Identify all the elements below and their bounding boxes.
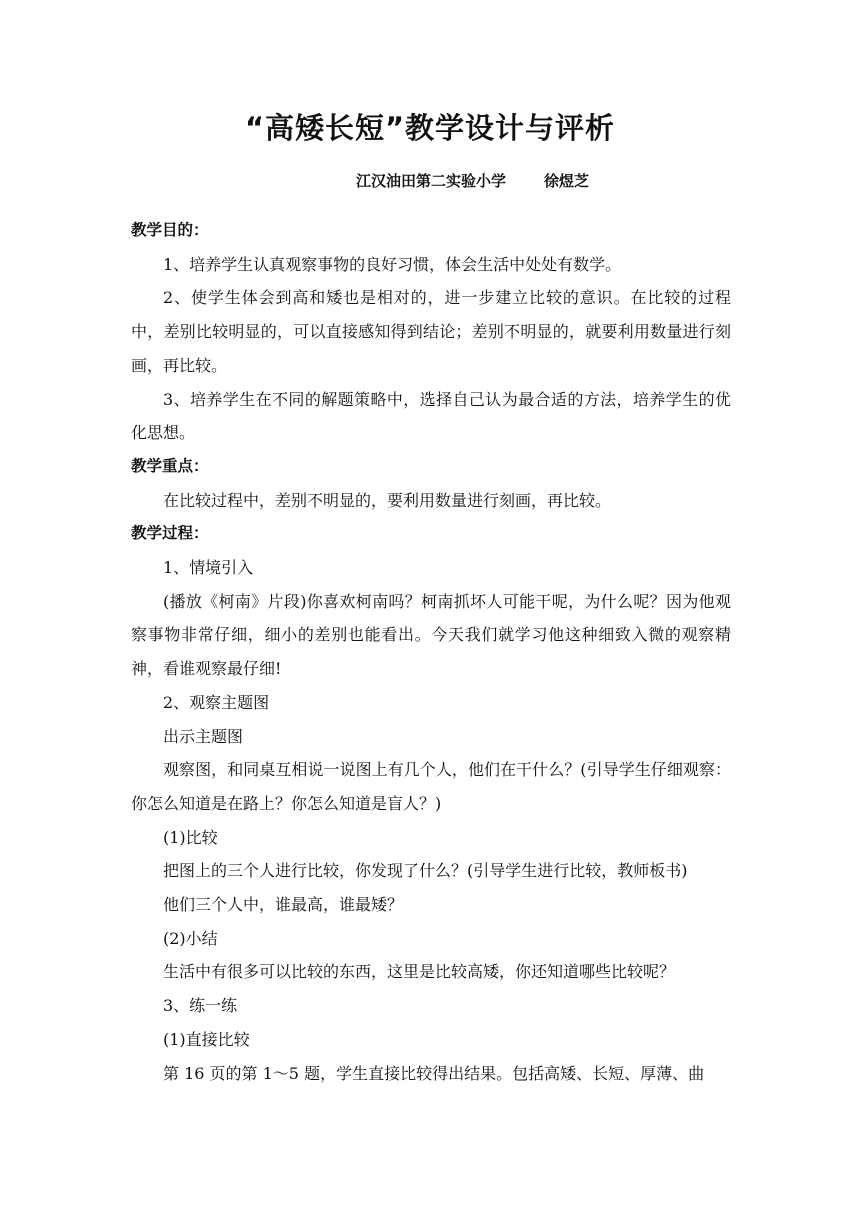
step1-text: (播放《柯南》片段)你喜欢柯南吗？柯南抓坏人可能干呢，为什么呢？因为他观察事物非常仔细，细小的差别也能看出。今天我们就学习他这种细致入微的观察精神，看谁观察最仔细! [131,591,731,679]
author-name: 徐煜芝 [544,172,590,190]
focus-heading: 教学重点： [131,456,209,475]
step1-title: 1、情境引入 [163,558,254,578]
step3-sub-title: (1)直接比较 [163,1029,250,1049]
step2-title: 2、观察主题图 [163,692,270,712]
step2-show: 出示主题图 [163,726,244,746]
sub2-title: (2)小结 [163,928,218,948]
document-title: “高矮长短”教学设计与评析 [244,111,616,145]
sub1-line2: 他们三个人中，谁最高，谁最矮？ [163,895,404,915]
step3-text: 第 16 页的第 1～5 题，学生直接比较得出结果。包括高矮、长短、厚薄、曲 [163,1063,705,1083]
sub2-text: 生活中有很多可以比较的东西，这里是比较高矮，你还知道哪些比较呢？ [163,962,676,982]
goal-item-1: 1、培养学生认真观察事物的良好习惯，体会生活中处处有数学。 [163,254,622,274]
goal-item-2: 2、使学生体会到高和矮也是相对的，进一步建立比较的意识。在比较的过程中，差别比较明显的，可以直接感知得到结论；差别不明显的，就要利用数量进行刻画，再比较。 [131,288,731,375]
step2-observe: 观察图，和同桌互相说一说图上有几个人，他们在干什么？(引导学生仔细观察：你怎么知道是在路上？你怎么知道是盲人？) [131,760,731,813]
goals-heading: 教学目的： [131,221,209,239]
sub1-title: (1)比较 [163,827,218,847]
goal-item-3: 3、培养学生在不同的解题策略中，选择自己认为最合适的方法，培养学生的优化思想。 [131,389,731,443]
step3-title: 3、练一练 [163,996,238,1016]
focus-text: 在比较过程中，差别不明显的，要利用数量进行刻画，再比较。 [163,490,612,510]
sub1-line1: 把图上的三个人进行比较，你发现了什么？(引导学生进行比较，教师板书) [163,861,688,881]
document-body [131,214,731,1090]
school-name: 江汉油田第二实验小学 [356,172,507,190]
byline [356,168,589,194]
process-heading: 教学过程： [131,524,209,543]
